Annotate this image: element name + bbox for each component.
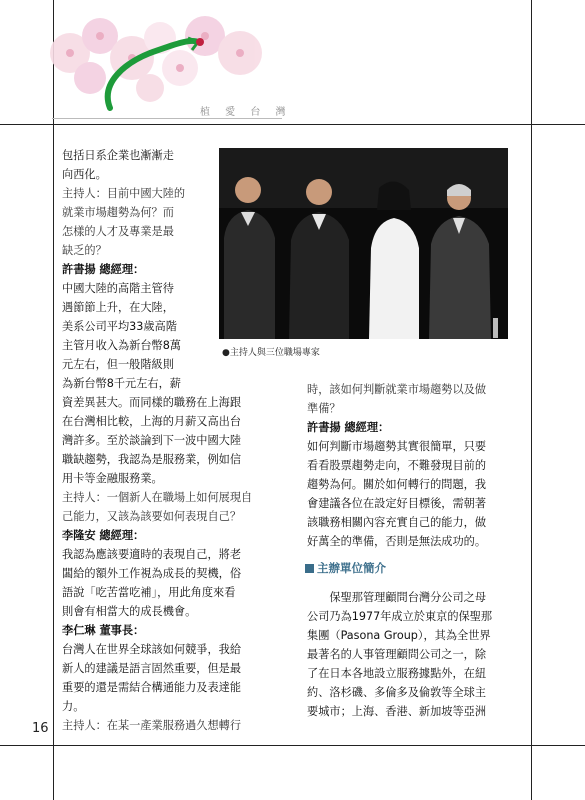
header-flower-illustration <box>40 8 290 118</box>
body-text-line: 力。 <box>62 700 85 713</box>
speaker-name: 李仁琳 董事長： <box>62 624 145 637</box>
host-question-line: 準備？ <box>307 402 341 415</box>
body-text-line: 公司乃為1977年成立於東京的保聖那 <box>307 610 493 623</box>
speaker-name: 許書揚 總經理： <box>62 263 145 276</box>
right-article-column <box>307 380 529 551</box>
body-text-line: 遇節節上升，在大陸， <box>62 301 174 314</box>
body-text-line: 主管月收入為新台幣8萬 <box>62 339 181 352</box>
body-text-line: 趨勢為何。關於如何轉行的問題，我 <box>307 478 487 491</box>
body-text-line: 台灣人在世界全球該如何競爭，我給 <box>62 643 242 656</box>
host-question-line: 主持人：目前中國大陸的 <box>62 187 186 200</box>
sponsor-description <box>307 588 529 721</box>
body-text-line: 美系公司平均33歲高階 <box>62 320 177 333</box>
host-question-line: 時，該如何判斷就業市場趨勢以及做 <box>307 383 487 396</box>
body-text-line: 看看股票趨勢走向，不難發現目前的 <box>307 459 487 472</box>
guide-line-bottom <box>0 745 585 746</box>
header-rule <box>52 118 282 119</box>
body-text-line: 中國大陸的高階主管待 <box>62 282 174 295</box>
host-question-line: 主持人：一個新人在職場上如何展現自 <box>62 491 253 504</box>
page-number: 16 <box>32 721 49 736</box>
body-text-line: 資差異甚大。而同樣的職務在上海跟 <box>62 396 242 409</box>
body-text-line: 元左右，但一般階級則 <box>62 358 174 371</box>
sponsor-title-text: 主辦單位簡介 <box>317 561 386 575</box>
body-text-line: 最著名的人事管理顧問公司之一，除 <box>307 648 487 661</box>
body-text-line: 包括日系企業也漸漸走 <box>62 149 174 162</box>
host-question-line: 就業市場趨勢為何？而 <box>62 206 174 219</box>
body-text-line: 語說「吃苦當吃補」，用此角度來看 <box>62 586 236 599</box>
body-text-line: 集團（Pasona Group），其為全世界 <box>307 629 491 642</box>
body-text-line: 會建議各位在設定好目標後，需朝著 <box>307 497 487 510</box>
section-label: 植 愛 台 灣 <box>200 107 292 118</box>
body-text-line: 灣許多。至於談論到下一波中國大陸 <box>62 434 242 447</box>
sponsor-section-title <box>305 560 386 576</box>
body-text-line: 要城市；上海、香港、新加坡等亞洲 <box>307 705 487 718</box>
body-text-line: 重要的還是需結合構通能力及表達能 <box>62 681 242 694</box>
guide-line-left <box>53 0 54 800</box>
body-text-line: 我認為應該要適時的表現自己，將老 <box>62 548 242 561</box>
group-photo-image <box>219 148 508 339</box>
body-text-line: 闆給的額外工作視為成長的契機，俗 <box>62 567 242 580</box>
body-text-line: 如何判斷市場趨勢其實很簡單，只要 <box>307 440 487 453</box>
speaker-name: 許書揚 總經理： <box>307 421 390 434</box>
body-text-line: 好萬全的準備，否則是無法成功的。 <box>307 535 487 548</box>
photo-caption: ●主持人與三位職場專家 <box>222 348 320 358</box>
host-question-line: 己能力，又該為該要如何表現自己？ <box>62 510 242 523</box>
host-question-line: 缺乏的？ <box>62 244 107 257</box>
host-question-line: 主持人：在某一產業服務過久想轉行 <box>62 719 242 732</box>
body-text-line: 用卡等金融服務業。 <box>62 472 163 485</box>
body-text-line: 保聖那管理顧問台灣分公司之母 <box>307 591 487 604</box>
body-text-line: 該職務相關內容充實自己的能力，做 <box>307 516 487 529</box>
speaker-name: 李隆安 總經理： <box>62 529 145 542</box>
body-text-line: 約、洛杉磯、多倫多及倫敦等全球主 <box>307 686 487 699</box>
body-text-line: 在台灣相比較，上海的月薪又高出台 <box>62 415 242 428</box>
article-photo <box>219 148 508 339</box>
host-question-line: 怎樣的人才及專業是最 <box>62 225 174 238</box>
body-text-line: 職缺趨勢，我認為是服務業，例如信 <box>62 453 242 466</box>
body-text-line: 則會有相當大的成長機會。 <box>62 605 197 618</box>
body-text-line: 為新台幣8千元左右，薪 <box>62 377 181 390</box>
guide-line-right <box>531 0 532 800</box>
body-text-line: 新人的建議是語言固然重要，但是最 <box>62 662 242 675</box>
body-text-line: 向西化。 <box>62 168 107 181</box>
guide-line-top <box>0 124 585 125</box>
body-text-line: 了在日本各地設立服務據點外，在紐 <box>307 667 487 680</box>
square-bullet-icon <box>305 564 314 573</box>
